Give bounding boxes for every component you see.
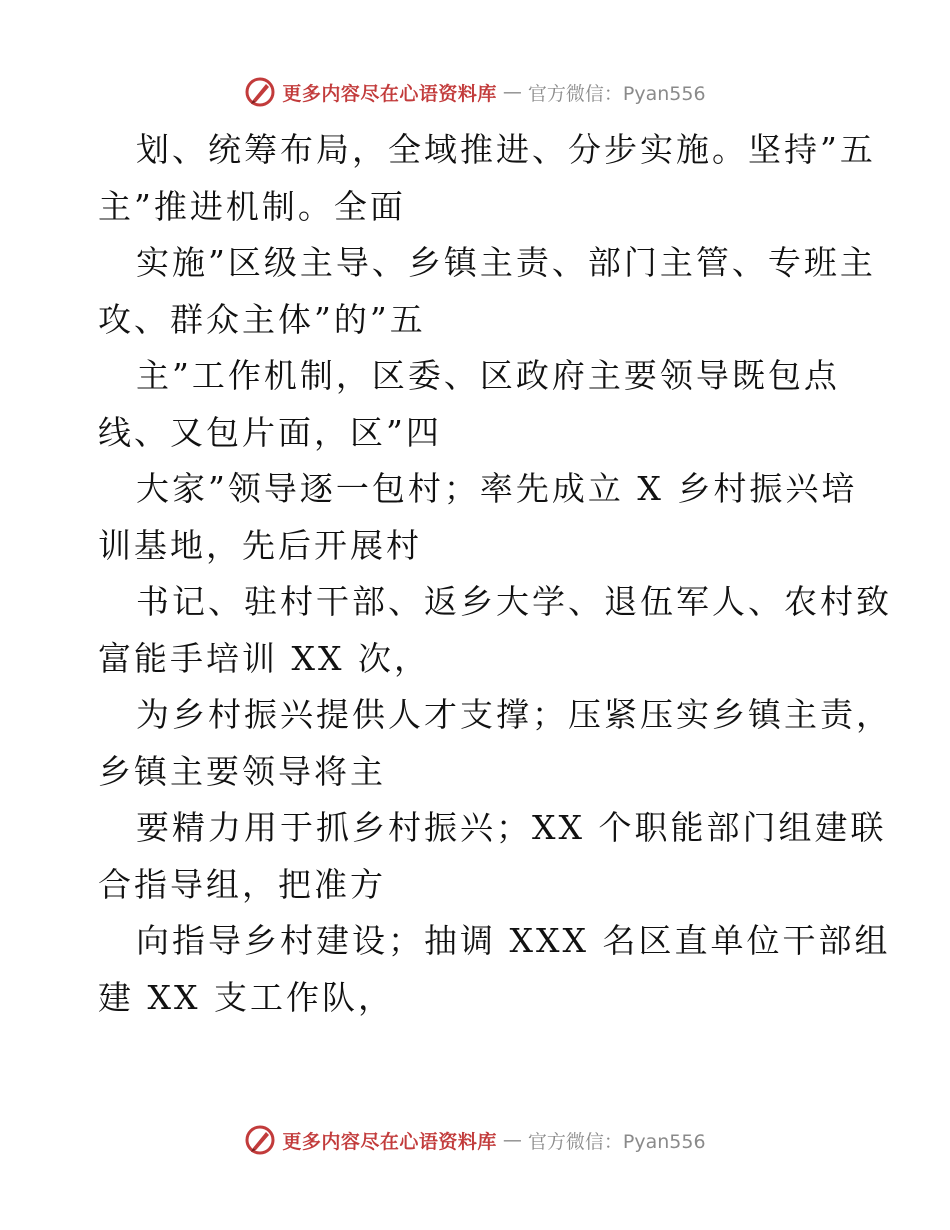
text-line: 富能手培训 XX 次， <box>98 638 430 678</box>
text-line: 主”工作机制，区委、区政府主要领导既包点 <box>136 356 840 395</box>
text-line: 为乡村振兴提供人才支撑；压紧压实乡镇主责， <box>136 695 892 734</box>
text-line: 乡镇主要领导将主 <box>98 751 386 791</box>
text-line: 线、又包片面，区”四 <box>98 412 442 452</box>
text-line: 书记、驻村干部、返乡大学、退伍军人、农村致 <box>136 582 892 621</box>
watermark-separator: — <box>502 81 522 103</box>
text-line: 训基地，先后开展村 <box>98 525 422 565</box>
text-line: 建 XX 支工作队， <box>98 977 394 1017</box>
header-watermark <box>0 72 950 112</box>
watermark-wechat: 官方微信：Pyan556 <box>527 1130 706 1153</box>
quill-pen-logo-icon <box>244 76 276 108</box>
document-body <box>98 122 892 1026</box>
text-line: 合指导组，把准方 <box>98 864 386 904</box>
quill-pen-logo-icon <box>244 1124 276 1156</box>
text-line: 大家”领导逐一包村；率先成立 X 乡村振兴培 <box>136 469 858 508</box>
watermark-brand: 更多内容尽在心语资料库 <box>282 82 497 105</box>
text-line: 主”推进机制。全面 <box>98 186 406 226</box>
watermark-separator: — <box>502 1129 522 1151</box>
watermark-brand: 更多内容尽在心语资料库 <box>282 1130 497 1153</box>
watermark-wechat: 官方微信：Pyan556 <box>527 82 706 105</box>
text-line: 攻、群众主体”的”五 <box>98 299 426 339</box>
text-line: 向指导乡村建设；抽调 XXX 名区直单位干部组 <box>136 921 891 960</box>
text-line: 要精力用于抓乡村振兴；XX 个职能部门组建联 <box>136 808 887 847</box>
text-line: 实施”区级主导、乡镇主责、部门主管、专班主 <box>136 243 876 282</box>
text-line: 划、统筹布局，全域推进、分步实施。坚持”五 <box>136 130 876 169</box>
footer-watermark <box>0 1120 950 1160</box>
